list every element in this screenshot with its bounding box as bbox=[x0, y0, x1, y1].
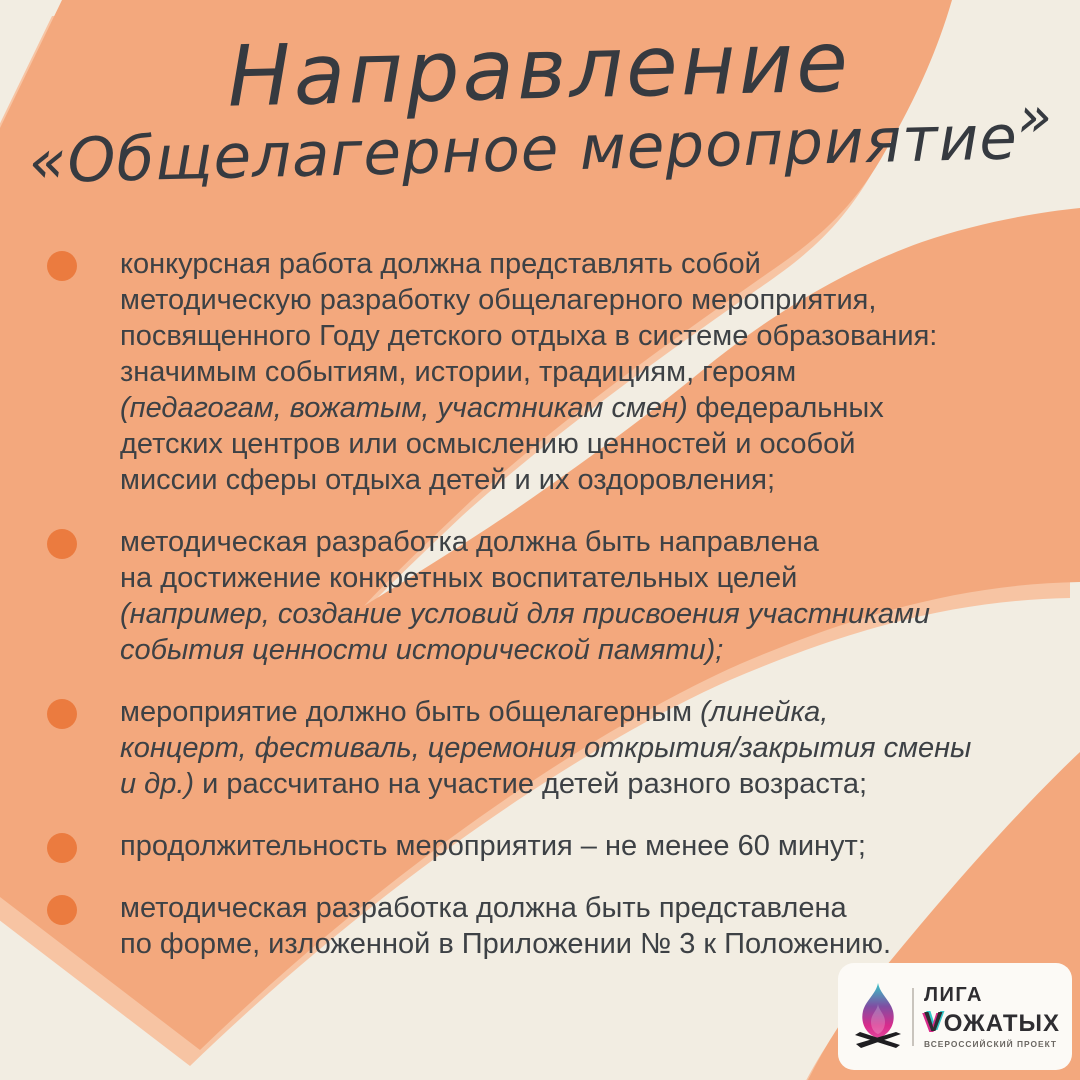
bullet-dot-icon bbox=[47, 895, 77, 925]
closing-quote-mark: » bbox=[1016, 84, 1054, 151]
list-item bbox=[120, 828, 1040, 864]
title-line1: Направление bbox=[226, 12, 852, 126]
bullet-text: продолжительность мероприятия – не менее 60 минут; bbox=[120, 830, 866, 862]
list-item bbox=[120, 246, 1040, 498]
logo-title-rest: ОЖАТЫХ bbox=[943, 1009, 1061, 1037]
logo-title-vozhatykh bbox=[924, 1005, 1072, 1037]
bullet-dot-icon bbox=[47, 529, 77, 559]
list-item bbox=[120, 890, 1040, 962]
title-line2-text: «Общелагерное мероприятие bbox=[27, 102, 1019, 198]
poster-title bbox=[0, 11, 1080, 198]
logo-divider bbox=[912, 988, 914, 1046]
logo-v-glyph: V bbox=[924, 1005, 944, 1037]
bullet-dot-icon bbox=[47, 833, 77, 863]
bullet-text: методическая разработка должна быть направлена на достижение конкретных воспитательных целей (например, создание условий для присвоения участниками события ценности исторической памяти); bbox=[120, 526, 930, 666]
logo-tagline: ВСЕРОССИЙСКИЙ ПРОЕКТ bbox=[924, 1038, 1058, 1049]
list-item bbox=[120, 694, 1040, 802]
bullet-text: методическая разработка должна быть представлена по форме, изложенной в Приложении № 3 к Положению. bbox=[120, 892, 892, 960]
bullet-dot-icon bbox=[47, 699, 77, 729]
logo-title-liga: ЛИГА bbox=[924, 983, 983, 1006]
bullet-dot-icon bbox=[47, 251, 77, 281]
logo-card bbox=[838, 963, 1072, 1070]
list-item bbox=[120, 524, 1040, 668]
bullet-list bbox=[120, 246, 1040, 988]
campfire-flame-icon bbox=[852, 982, 904, 1052]
bullet-text: конкурсная работа должна представлять собой методическую разработку общелагерного мероприятия, посвященного Году детского отдыха в системе образования: значимым событиям, истории, традициям, героям (педагогам, вожатым, участникам смен) федеральных детских центров или осмыслению ценностей и особой миссии сферы отдыха детей и их оздоровления; bbox=[120, 248, 938, 496]
bullet-text: мероприятие должно быть общелагерным (линейка, концерт, фестиваль, церемония открытия/закрытия смены и др.) и рассчитано на участие детей разного возраста; bbox=[120, 696, 972, 800]
logo-text-block bbox=[924, 985, 1072, 1048]
